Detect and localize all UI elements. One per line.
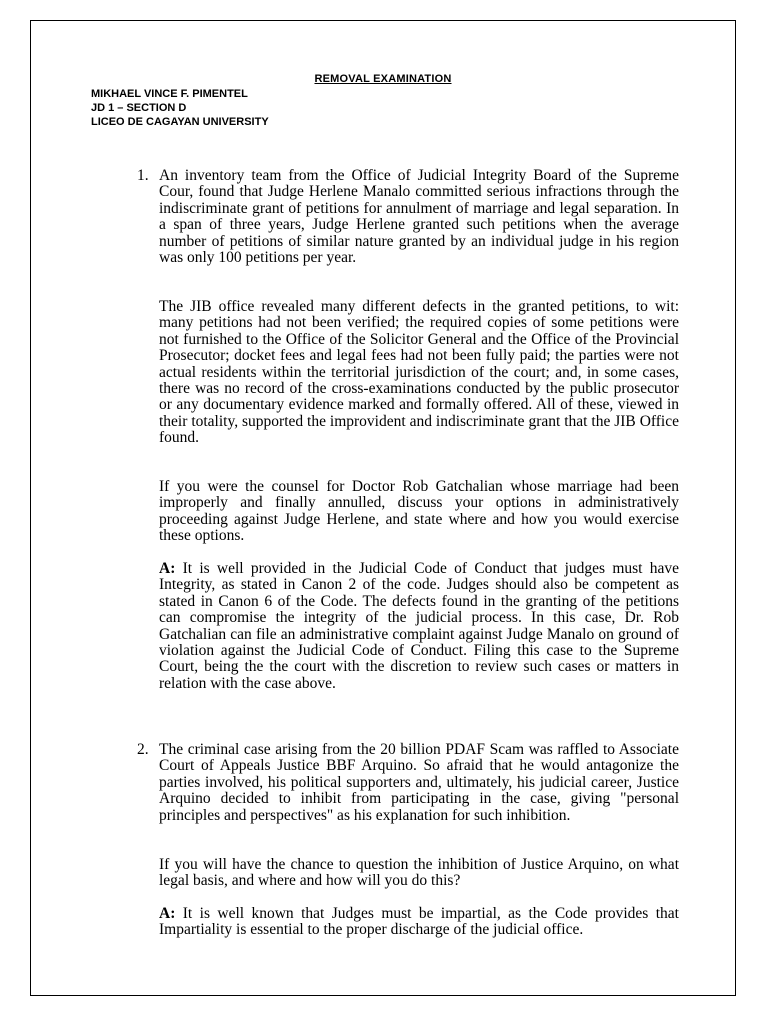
document-title: REMOVAL EXAMINATION — [314, 73, 452, 85]
author-school: LICEO DE CAGAYAN UNIVERSITY — [91, 116, 269, 128]
document-page — [30, 20, 736, 996]
answer-label: A: — [159, 905, 176, 922]
question-number: 2. — [137, 741, 149, 758]
question-1-prompt-paragraph-1: An inventory team from the Office of Judicial Integrity Board of the Supreme Cour, found that Judge Herlene Manalo committed serious infractions through the indiscriminate grant of petitions for annulment of marriage and legal separation. In a span of three years, Judge Herlene granted such petitions when the average number of petitions of similar nature granted by an individual judge in his region was only 100 petitions per year. — [159, 167, 679, 267]
question-1-prompt-paragraph-2: The JIB office revealed many different defects in the granted petitions, to wit: many petitions had not been verified; the required copies of some petitions were not furnished to the Office of the Solicitor General and the Office of the Provincial Prosecutor; docket fees and legal fees had not been fully paid; the parties were not actual residents within the territorial jurisdiction of the court; and, in some cases, there was no record of the cross-examinations conducted by the public prosecutor or any documentary evidence marked and formally offered. All of these, viewed in their totality, supported the improvident and indiscriminate grant that the JIB Office found. — [159, 298, 679, 447]
author-name: MIKHAEL VINCE F. PIMENTEL — [91, 88, 248, 100]
question-2-question: If you will have the chance to question the inhibition of Justice Arquino, on what legal basis, and where and how will you do this? — [159, 856, 679, 890]
question-2-prompt-paragraph-1: The criminal case arising from the 20 billion PDAF Scam was raffled to Associate Court of Appeals Justice BBF Arquino. So afraid that he would antagonize the parties involved, his political supporters and, ultimately, his judicial career, Justice Arquino decided to inhibit from participating in the case, giving "personal principles and perspectives" as his explanation for such inhibition. — [159, 741, 679, 824]
author-block — [91, 87, 269, 129]
answer-text: It is well known that Judges must be impartial, as the Code provides that Impartiality is essential to the proper discharge of the judicial office. — [159, 905, 679, 939]
question-number: 1. — [137, 167, 149, 184]
question-2-answer — [159, 906, 679, 939]
answer-text: It is well provided in the Judicial Code of Conduct that judges must have Integrity, as stated in Canon 2 of the code. Judges should also be competent as stated in Canon 6 of the Code. The defects found in the granting of the petitions can compromise the integrity of the judicial process. In this case, Dr. Rob Gatchalian can file an administrative complaint against Judge Manalo on ground of violation against the Judicial Code of Conduct. Filing this case to the Supreme Court, being the the court with the discretion to review such cases or matters in relation with the case above. — [159, 560, 679, 692]
author-section: JD 1 – SECTION D — [91, 102, 187, 114]
answer-label: A: — [159, 560, 176, 577]
question-1-question: If you were the counsel for Doctor Rob Gatchalian whose marriage had been improperly and finally annulled, discuss your options in administratively proceeding against Judge Herlene, and state where and how you would exercise these options. — [159, 478, 679, 545]
question-1-answer — [159, 561, 679, 692]
